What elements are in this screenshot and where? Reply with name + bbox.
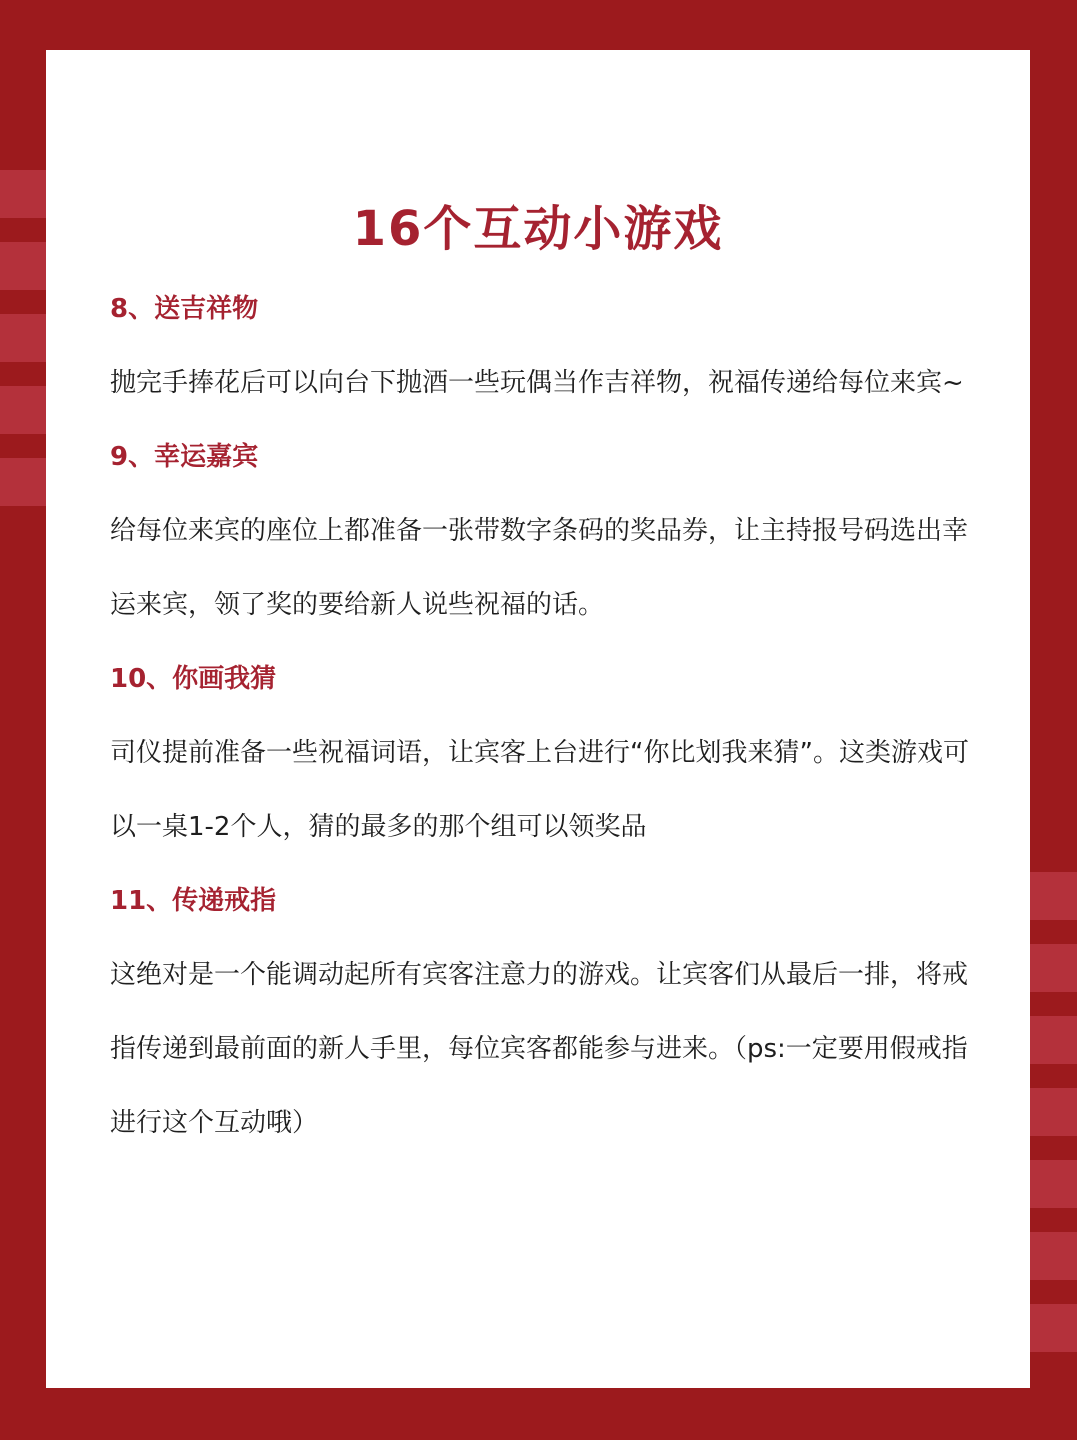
section-body: 给每位来宾的座位上都准备一张带数字条码的奖品券，让主持报号码选出幸运来宾，领了奖的要给新人说些祝福的话。 bbox=[110, 516, 969, 620]
frame-stripe-left-1 bbox=[0, 170, 46, 218]
section-heading: 8、送吉祥物 bbox=[110, 294, 259, 324]
section-heading: 10、你画我猜 bbox=[110, 664, 277, 694]
game-section-11 bbox=[110, 864, 970, 1160]
section-body: 这绝对是一个能调动起所有宾客注意力的游戏。让宾客们从最后一排，将戒指传递到最前面的新人手里，每位宾客都能参与进来。（ps:一定要用假戒指进行这个互动哦） bbox=[110, 960, 969, 1138]
game-section-8 bbox=[110, 272, 970, 420]
section-heading: 9、幸运嘉宾 bbox=[110, 442, 259, 472]
section-body: 司仪提前准备一些祝福词语，让宾客上台进行“你比划我来猜”。这类游戏可以一桌1-2个人，猜的最多的那个组可以领奖品 bbox=[110, 738, 969, 842]
frame-stripe-right-6 bbox=[1030, 1232, 1077, 1280]
content-card bbox=[46, 50, 1030, 1388]
section-heading: 11、传递戒指 bbox=[110, 886, 277, 916]
game-list bbox=[110, 272, 970, 1160]
frame-stripe-left-4 bbox=[0, 386, 46, 434]
frame-stripe-right-7 bbox=[1030, 1304, 1077, 1352]
game-section-9 bbox=[110, 420, 970, 642]
frame-stripe-left-5 bbox=[0, 458, 46, 506]
frame-stripe-right-3 bbox=[1030, 1016, 1077, 1064]
frame-stripe-right-1 bbox=[1030, 872, 1077, 920]
frame-stripe-left-3 bbox=[0, 314, 46, 362]
frame-stripe-right-5 bbox=[1030, 1160, 1077, 1208]
frame-stripe-right-4 bbox=[1030, 1088, 1077, 1136]
frame-stripe-left-2 bbox=[0, 242, 46, 290]
page-title: 16个互动小游戏 bbox=[352, 201, 724, 257]
game-section-10 bbox=[110, 642, 970, 864]
frame-stripe-right-2 bbox=[1030, 944, 1077, 992]
section-body: 抛完手捧花后可以向台下抛酒一些玩偶当作吉祥物，祝福传递给每位来宾~ bbox=[110, 368, 964, 398]
